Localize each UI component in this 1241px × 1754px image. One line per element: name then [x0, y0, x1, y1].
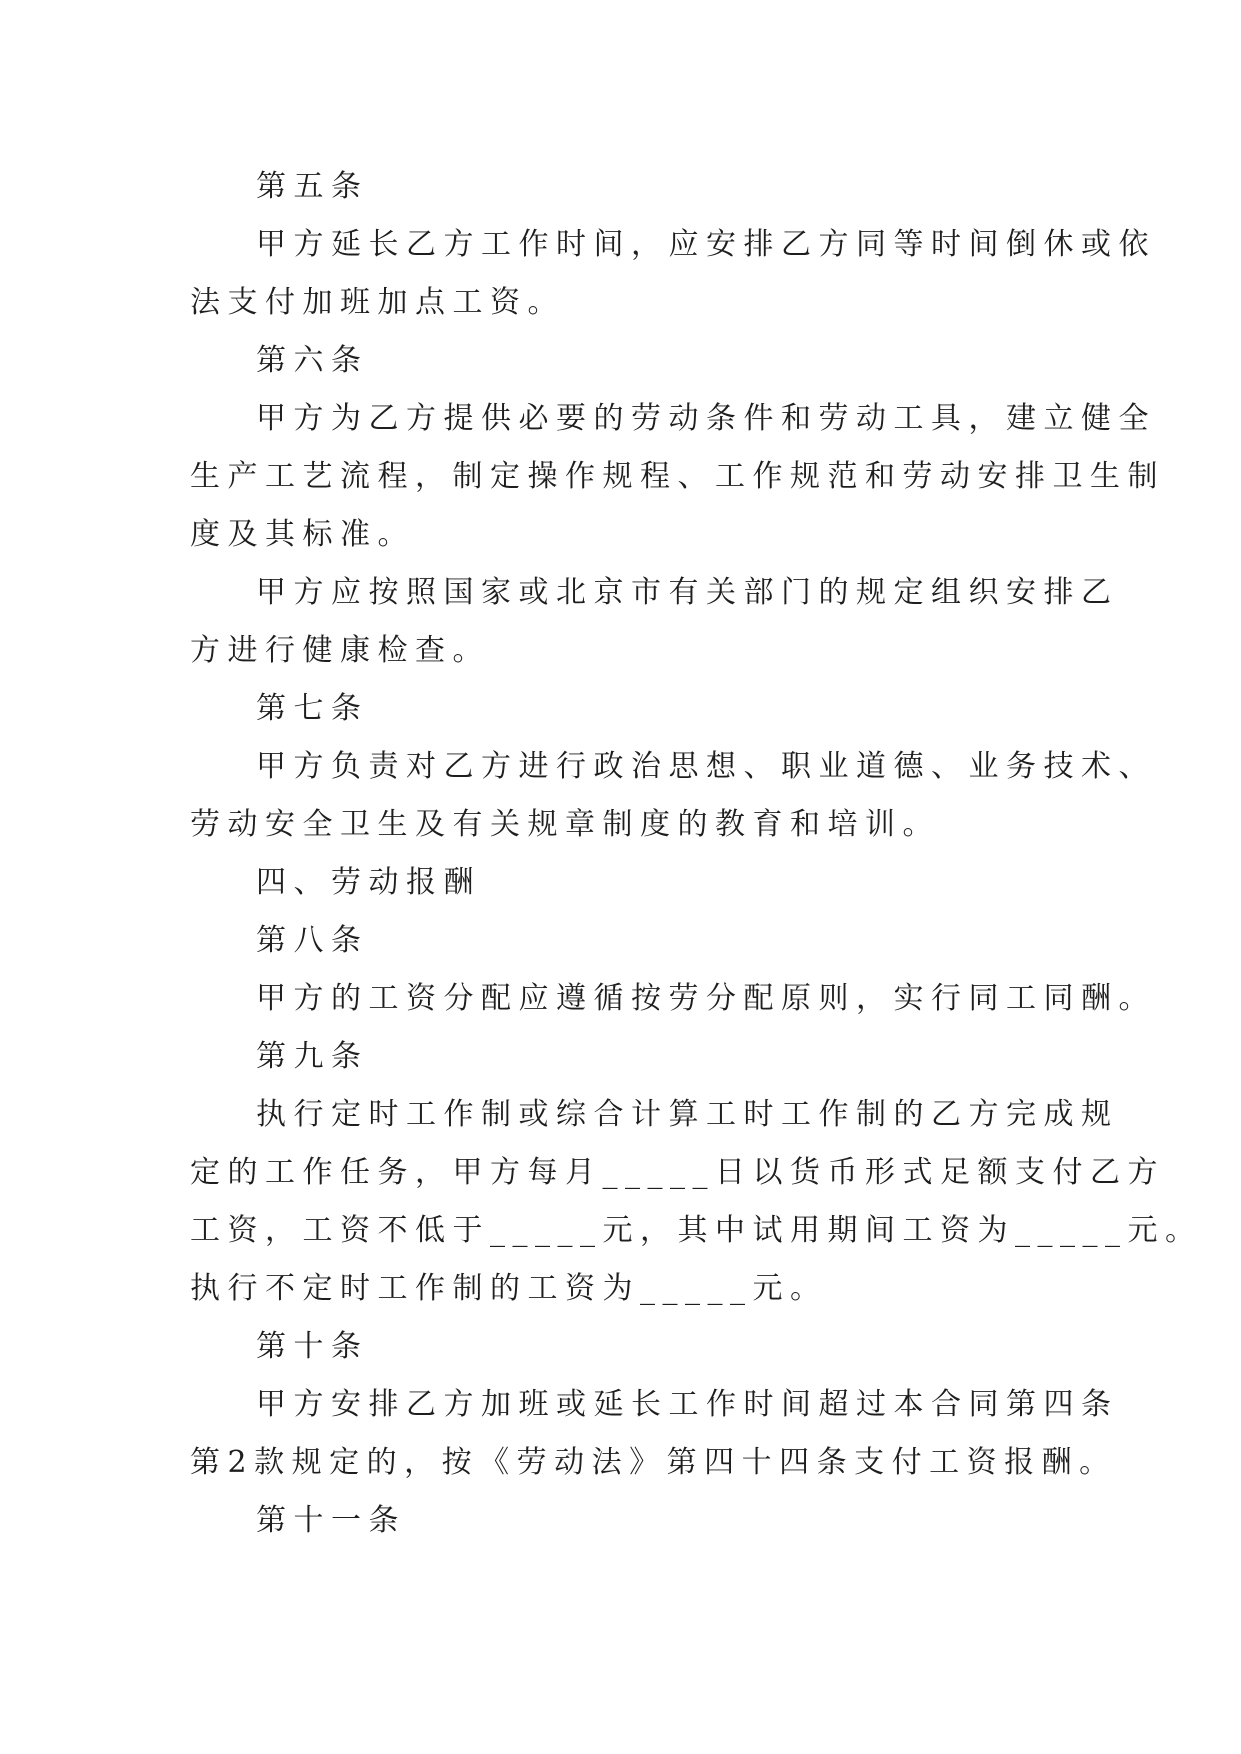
article-heading: 第八条 [256, 923, 369, 958]
article-heading: 第十条 [256, 1329, 369, 1364]
paragraph-line: 定的工作任务，甲方每月_____日以货币形式足额支付乙方 [190, 1155, 1165, 1190]
paragraph-line: 甲方延长乙方工作时间，应安排乙方同等时间倒休或依 [256, 227, 1156, 262]
paragraph-line: 甲方的工资分配应遵循按劳分配原则，实行同工同酬。 [256, 981, 1156, 1016]
paragraph-line: 甲方应按照国家或北京市有关部门的规定组织安排乙 [256, 575, 1119, 610]
article-heading: 第六条 [256, 343, 369, 378]
paragraph-line: 度及其标准。 [190, 517, 415, 552]
paragraph-line: 工资，工资不低于_____元，其中试用期间工资为_____元。 [190, 1213, 1203, 1248]
paragraph-line: 方进行健康检查。 [190, 633, 490, 668]
paragraph-line: 劳动安全卫生及有关规章制度的教育和培训。 [190, 807, 940, 842]
paragraph-line: 甲方负责对乙方进行政治思想、职业道德、业务技术、 [256, 749, 1156, 784]
document-body [190, 158, 1203, 1550]
article-heading: 第五条 [256, 169, 369, 204]
paragraph-line: 甲方为乙方提供必要的劳动条件和劳动工具，建立健全 [256, 401, 1156, 436]
paragraph-line: 生产工艺流程，制定操作规程、工作规范和劳动安排卫生制 [190, 459, 1165, 494]
article-heading: 第九条 [256, 1039, 369, 1074]
paragraph-line: 法支付加班加点工资。 [190, 285, 565, 320]
article-heading: 第七条 [256, 691, 369, 726]
paragraph-line: 执行定时工作制或综合计算工时工作制的乙方完成规 [256, 1097, 1119, 1132]
paragraph-line: 甲方安排乙方加班或延长工作时间超过本合同第四条 [256, 1387, 1119, 1422]
article-heading: 第十一条 [256, 1503, 406, 1538]
paragraph-line: 执行不定时工作制的工资为_____元。 [190, 1271, 828, 1306]
paragraph-line: 第2款规定的，按《劳动法》第四十四条支付工资报酬。 [190, 1445, 1117, 1480]
section-heading: 四、劳动报酬 [256, 865, 481, 900]
